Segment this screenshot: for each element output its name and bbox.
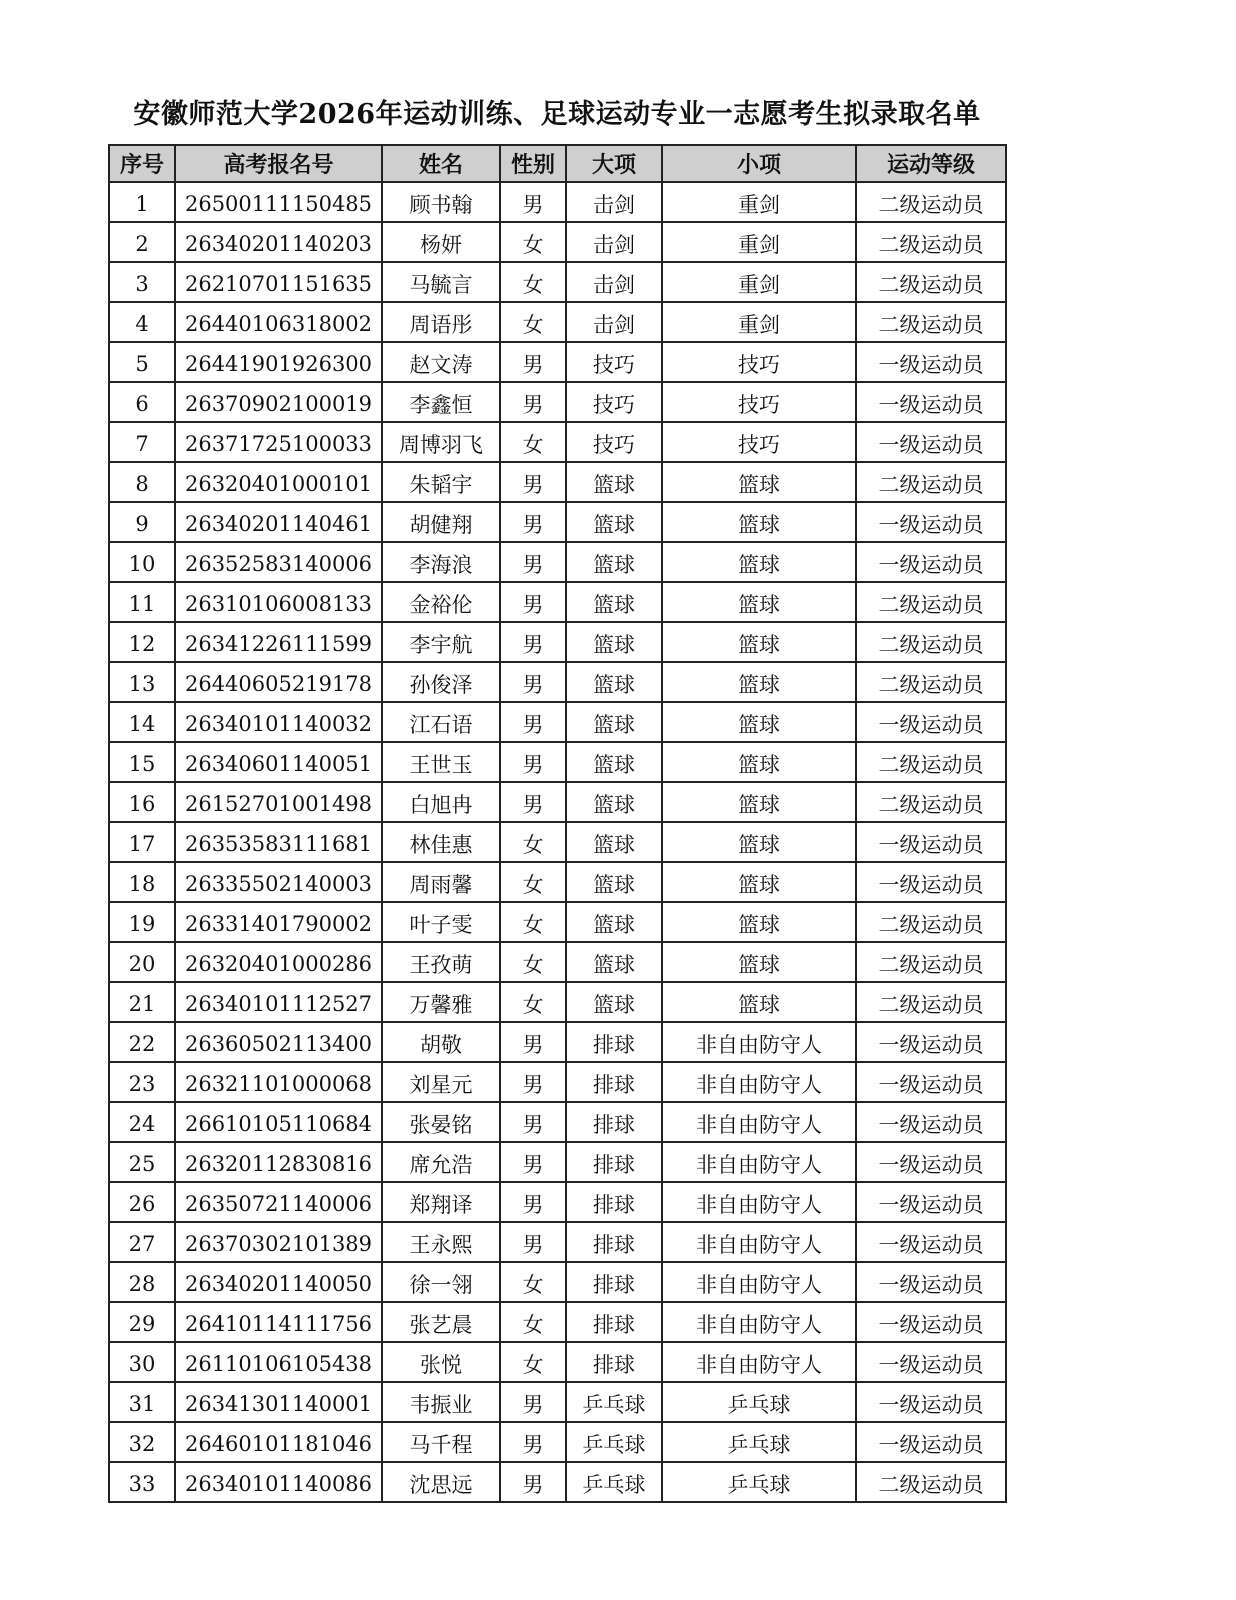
cell-gender: 女 [500, 1262, 566, 1302]
cell-major-event: 篮球 [566, 942, 662, 982]
column-header-minor-event: 小项 [662, 145, 856, 182]
cell-minor-event: 篮球 [662, 502, 856, 542]
cell-index: 21 [109, 982, 175, 1022]
document-title: 安徽师范大学2026年运动训练、足球运动专业一志愿考生拟录取名单 [133, 99, 981, 130]
cell-minor-event: 非自由防守人 [662, 1142, 856, 1182]
cell-exam-id: 26440106318002 [175, 302, 382, 342]
cell-exam-id: 26410114111756 [175, 1302, 382, 1342]
cell-exam-id: 26610105110684 [175, 1102, 382, 1142]
cell-major-event: 排球 [566, 1262, 662, 1302]
cell-athlete-level: 二级运动员 [856, 782, 1006, 822]
table-row [109, 1422, 1006, 1462]
table-row [109, 342, 1006, 382]
cell-exam-id: 26341226111599 [175, 622, 382, 662]
table-row [109, 542, 1006, 582]
cell-minor-event: 乒乓球 [662, 1462, 856, 1502]
column-header-gender: 性别 [500, 145, 566, 182]
table-row [109, 1142, 1006, 1182]
cell-major-event: 篮球 [566, 742, 662, 782]
cell-exam-id: 26110106105438 [175, 1342, 382, 1382]
table-row [109, 1022, 1006, 1062]
cell-exam-id: 26320401000101 [175, 462, 382, 502]
cell-gender: 女 [500, 942, 566, 982]
cell-name: 金裕伦 [382, 582, 500, 622]
cell-major-event: 排球 [566, 1222, 662, 1262]
cell-gender: 男 [500, 1222, 566, 1262]
cell-name: 张悦 [382, 1342, 500, 1382]
cell-athlete-level: 二级运动员 [856, 742, 1006, 782]
cell-name: 王孜萌 [382, 942, 500, 982]
cell-index: 26 [109, 1182, 175, 1222]
table-row [109, 462, 1006, 502]
table-row [109, 782, 1006, 822]
cell-gender: 女 [500, 982, 566, 1022]
cell-athlete-level: 一级运动员 [856, 342, 1006, 382]
cell-major-event: 排球 [566, 1102, 662, 1142]
cell-major-event: 击剑 [566, 262, 662, 302]
cell-name: 白旭冉 [382, 782, 500, 822]
cell-exam-id: 26353583111681 [175, 822, 382, 862]
cell-athlete-level: 一级运动员 [856, 1342, 1006, 1382]
table-row [109, 1382, 1006, 1422]
cell-major-event: 篮球 [566, 982, 662, 1022]
cell-index: 1 [109, 182, 175, 222]
cell-athlete-level: 二级运动员 [856, 622, 1006, 662]
cell-minor-event: 乒乓球 [662, 1382, 856, 1422]
cell-index: 7 [109, 422, 175, 462]
cell-gender: 男 [500, 742, 566, 782]
cell-athlete-level: 一级运动员 [856, 1062, 1006, 1102]
cell-index: 18 [109, 862, 175, 902]
cell-name: 周博羽飞 [382, 422, 500, 462]
cell-major-event: 击剑 [566, 222, 662, 262]
cell-index: 32 [109, 1422, 175, 1462]
table-row [109, 982, 1006, 1022]
cell-name: 顾书翰 [382, 182, 500, 222]
cell-athlete-level: 一级运动员 [856, 1182, 1006, 1222]
cell-name: 胡敬 [382, 1022, 500, 1062]
cell-exam-id: 26460101181046 [175, 1422, 382, 1462]
cell-athlete-level: 二级运动员 [856, 222, 1006, 262]
cell-index: 6 [109, 382, 175, 422]
cell-minor-event: 篮球 [662, 462, 856, 502]
cell-name: 李宇航 [382, 622, 500, 662]
cell-minor-event: 重剑 [662, 222, 856, 262]
cell-index: 19 [109, 902, 175, 942]
table-row [109, 422, 1006, 462]
cell-index: 14 [109, 702, 175, 742]
cell-major-event: 篮球 [566, 862, 662, 902]
cell-major-event: 篮球 [566, 462, 662, 502]
cell-index: 23 [109, 1062, 175, 1102]
cell-minor-event: 篮球 [662, 982, 856, 1022]
cell-major-event: 排球 [566, 1182, 662, 1222]
cell-minor-event: 篮球 [662, 702, 856, 742]
cell-name: 韦振业 [382, 1382, 500, 1422]
cell-major-event: 排球 [566, 1342, 662, 1382]
cell-name: 刘星元 [382, 1062, 500, 1102]
cell-exam-id: 26500111150485 [175, 182, 382, 222]
cell-athlete-level: 一级运动员 [856, 1262, 1006, 1302]
cell-major-event: 篮球 [566, 542, 662, 582]
table-row [109, 622, 1006, 662]
cell-athlete-level: 一级运动员 [856, 1022, 1006, 1062]
cell-gender: 女 [500, 262, 566, 302]
cell-gender: 男 [500, 1022, 566, 1062]
table-row [109, 262, 1006, 302]
column-header-major-event: 大项 [566, 145, 662, 182]
cell-athlete-level: 二级运动员 [856, 902, 1006, 942]
cell-name: 林佳惠 [382, 822, 500, 862]
table-row [109, 1182, 1006, 1222]
cell-gender: 女 [500, 302, 566, 342]
cell-athlete-level: 一级运动员 [856, 502, 1006, 542]
table-row [109, 1262, 1006, 1302]
cell-minor-event: 篮球 [662, 622, 856, 662]
cell-name: 徐一翎 [382, 1262, 500, 1302]
cell-exam-id: 26320112830816 [175, 1142, 382, 1182]
cell-index: 13 [109, 662, 175, 702]
cell-major-event: 乒乓球 [566, 1462, 662, 1502]
cell-major-event: 篮球 [566, 822, 662, 862]
cell-major-event: 篮球 [566, 902, 662, 942]
cell-minor-event: 重剑 [662, 182, 856, 222]
table-row [109, 942, 1006, 982]
cell-index: 8 [109, 462, 175, 502]
cell-athlete-level: 二级运动员 [856, 462, 1006, 502]
cell-major-event: 排球 [566, 1302, 662, 1342]
cell-minor-event: 篮球 [662, 662, 856, 702]
cell-major-event: 技巧 [566, 342, 662, 382]
cell-exam-id: 26440605219178 [175, 662, 382, 702]
cell-exam-id: 26340201140203 [175, 222, 382, 262]
cell-gender: 女 [500, 902, 566, 942]
cell-gender: 男 [500, 342, 566, 382]
cell-minor-event: 非自由防守人 [662, 1182, 856, 1222]
table-row [109, 1462, 1006, 1502]
cell-exam-id: 26370902100019 [175, 382, 382, 422]
cell-exam-id: 26340101112527 [175, 982, 382, 1022]
cell-major-event: 排球 [566, 1022, 662, 1062]
cell-exam-id: 26335502140003 [175, 862, 382, 902]
cell-athlete-level: 一级运动员 [856, 422, 1006, 462]
cell-minor-event: 篮球 [662, 902, 856, 942]
cell-minor-event: 篮球 [662, 822, 856, 862]
cell-exam-id: 26350721140006 [175, 1182, 382, 1222]
table-row [109, 1302, 1006, 1342]
cell-index: 25 [109, 1142, 175, 1182]
cell-minor-event: 技巧 [662, 382, 856, 422]
cell-athlete-level: 一级运动员 [856, 862, 1006, 902]
table-row [109, 302, 1006, 342]
cell-minor-event: 篮球 [662, 582, 856, 622]
cell-index: 29 [109, 1302, 175, 1342]
cell-index: 15 [109, 742, 175, 782]
cell-name: 周雨馨 [382, 862, 500, 902]
cell-minor-event: 篮球 [662, 942, 856, 982]
cell-name: 周语彤 [382, 302, 500, 342]
cell-athlete-level: 二级运动员 [856, 942, 1006, 982]
cell-major-event: 排球 [566, 1062, 662, 1102]
cell-exam-id: 26352583140006 [175, 542, 382, 582]
cell-name: 江石语 [382, 702, 500, 742]
cell-athlete-level: 一级运动员 [856, 542, 1006, 582]
cell-index: 22 [109, 1022, 175, 1062]
cell-exam-id: 26320401000286 [175, 942, 382, 982]
column-header-athlete-level: 运动等级 [856, 145, 1006, 182]
cell-major-event: 篮球 [566, 622, 662, 662]
cell-gender: 女 [500, 862, 566, 902]
cell-exam-id: 26210701151635 [175, 262, 382, 302]
cell-name: 孙俊泽 [382, 662, 500, 702]
cell-gender: 男 [500, 542, 566, 582]
table-row [109, 662, 1006, 702]
cell-athlete-level: 二级运动员 [856, 1462, 1006, 1502]
cell-minor-event: 非自由防守人 [662, 1062, 856, 1102]
cell-major-event: 篮球 [566, 662, 662, 702]
cell-name: 马毓言 [382, 262, 500, 302]
cell-gender: 女 [500, 1342, 566, 1382]
table-row [109, 1062, 1006, 1102]
cell-athlete-level: 二级运动员 [856, 982, 1006, 1022]
cell-minor-event: 非自由防守人 [662, 1102, 856, 1142]
cell-name: 张晏铭 [382, 1102, 500, 1142]
cell-name: 马千程 [382, 1422, 500, 1462]
cell-name: 李海浪 [382, 542, 500, 582]
cell-name: 万馨雅 [382, 982, 500, 1022]
cell-gender: 男 [500, 1142, 566, 1182]
cell-name: 王世玉 [382, 742, 500, 782]
cell-index: 24 [109, 1102, 175, 1142]
cell-gender: 男 [500, 462, 566, 502]
table-row [109, 1102, 1006, 1142]
cell-index: 31 [109, 1382, 175, 1422]
cell-major-event: 篮球 [566, 502, 662, 542]
cell-athlete-level: 一级运动员 [856, 822, 1006, 862]
cell-athlete-level: 一级运动员 [856, 1222, 1006, 1262]
cell-minor-event: 非自由防守人 [662, 1302, 856, 1342]
cell-index: 20 [109, 942, 175, 982]
cell-exam-id: 26152701001498 [175, 782, 382, 822]
cell-minor-event: 重剑 [662, 302, 856, 342]
table-row [109, 1222, 1006, 1262]
cell-gender: 男 [500, 382, 566, 422]
table-row [109, 702, 1006, 742]
cell-major-event: 击剑 [566, 302, 662, 342]
cell-athlete-level: 二级运动员 [856, 662, 1006, 702]
cell-exam-id: 26340101140032 [175, 702, 382, 742]
cell-index: 5 [109, 342, 175, 382]
cell-athlete-level: 一级运动员 [856, 1102, 1006, 1142]
cell-exam-id: 26331401790002 [175, 902, 382, 942]
cell-minor-event: 非自由防守人 [662, 1022, 856, 1062]
column-header-exam-id: 高考报名号 [175, 145, 382, 182]
cell-minor-event: 技巧 [662, 422, 856, 462]
cell-gender: 女 [500, 1302, 566, 1342]
cell-index: 9 [109, 502, 175, 542]
table-row [109, 582, 1006, 622]
cell-exam-id: 26340101140086 [175, 1462, 382, 1502]
cell-name: 赵文涛 [382, 342, 500, 382]
table-row [109, 1342, 1006, 1382]
cell-minor-event: 篮球 [662, 782, 856, 822]
cell-index: 10 [109, 542, 175, 582]
cell-index: 30 [109, 1342, 175, 1382]
cell-gender: 男 [500, 1102, 566, 1142]
admission-list-table [108, 144, 1007, 1503]
cell-name: 沈思远 [382, 1462, 500, 1502]
cell-index: 4 [109, 302, 175, 342]
cell-minor-event: 技巧 [662, 342, 856, 382]
table-row [109, 222, 1006, 262]
cell-index: 17 [109, 822, 175, 862]
cell-exam-id: 26371725100033 [175, 422, 382, 462]
table-row [109, 502, 1006, 542]
cell-minor-event: 重剑 [662, 262, 856, 302]
cell-gender: 女 [500, 422, 566, 462]
cell-gender: 男 [500, 1422, 566, 1462]
cell-gender: 男 [500, 1382, 566, 1422]
cell-exam-id: 26360502113400 [175, 1022, 382, 1062]
table-row [109, 742, 1006, 782]
table-row [109, 862, 1006, 902]
cell-athlete-level: 二级运动员 [856, 182, 1006, 222]
cell-exam-id: 26441901926300 [175, 342, 382, 382]
cell-name: 杨妍 [382, 222, 500, 262]
cell-gender: 男 [500, 1182, 566, 1222]
cell-major-event: 篮球 [566, 582, 662, 622]
cell-name: 郑翔译 [382, 1182, 500, 1222]
cell-exam-id: 26321101000068 [175, 1062, 382, 1102]
cell-minor-event: 篮球 [662, 542, 856, 582]
cell-exam-id: 26340201140461 [175, 502, 382, 542]
cell-index: 11 [109, 582, 175, 622]
cell-name: 朱韬宇 [382, 462, 500, 502]
cell-minor-event: 非自由防守人 [662, 1342, 856, 1382]
cell-major-event: 技巧 [566, 382, 662, 422]
cell-athlete-level: 一级运动员 [856, 1382, 1006, 1422]
table-row [109, 822, 1006, 862]
cell-name: 叶子雯 [382, 902, 500, 942]
column-header-name: 姓名 [382, 145, 500, 182]
cell-index: 27 [109, 1222, 175, 1262]
cell-exam-id: 26340601140051 [175, 742, 382, 782]
cell-major-event: 乒乓球 [566, 1422, 662, 1462]
cell-athlete-level: 一级运动员 [856, 702, 1006, 742]
cell-exam-id: 26340201140050 [175, 1262, 382, 1302]
cell-gender: 男 [500, 1462, 566, 1502]
cell-major-event: 击剑 [566, 182, 662, 222]
table-row [109, 902, 1006, 942]
cell-major-event: 乒乓球 [566, 1382, 662, 1422]
cell-athlete-level: 一级运动员 [856, 1422, 1006, 1462]
cell-athlete-level: 一级运动员 [856, 1302, 1006, 1342]
cell-index: 2 [109, 222, 175, 262]
table-body [109, 182, 1006, 1502]
cell-gender: 男 [500, 182, 566, 222]
cell-exam-id: 26370302101389 [175, 1222, 382, 1262]
cell-athlete-level: 二级运动员 [856, 262, 1006, 302]
table-row [109, 382, 1006, 422]
header-row [109, 145, 1006, 182]
cell-athlete-level: 一级运动员 [856, 1142, 1006, 1182]
cell-index: 16 [109, 782, 175, 822]
cell-index: 28 [109, 1262, 175, 1302]
cell-minor-event: 乒乓球 [662, 1422, 856, 1462]
cell-gender: 男 [500, 582, 566, 622]
cell-index: 12 [109, 622, 175, 662]
cell-gender: 男 [500, 502, 566, 542]
cell-exam-id: 26310106008133 [175, 582, 382, 622]
cell-athlete-level: 二级运动员 [856, 302, 1006, 342]
cell-index: 33 [109, 1462, 175, 1502]
cell-gender: 男 [500, 622, 566, 662]
cell-gender: 男 [500, 782, 566, 822]
table-row [109, 182, 1006, 222]
cell-exam-id: 26341301140001 [175, 1382, 382, 1422]
cell-gender: 男 [500, 1062, 566, 1102]
cell-gender: 女 [500, 222, 566, 262]
cell-minor-event: 篮球 [662, 742, 856, 782]
cell-index: 3 [109, 262, 175, 302]
cell-gender: 男 [500, 662, 566, 702]
cell-name: 张艺晨 [382, 1302, 500, 1342]
cell-athlete-level: 一级运动员 [856, 382, 1006, 422]
column-header-index: 序号 [109, 145, 175, 182]
cell-minor-event: 非自由防守人 [662, 1262, 856, 1302]
cell-major-event: 篮球 [566, 702, 662, 742]
cell-minor-event: 非自由防守人 [662, 1222, 856, 1262]
cell-major-event: 篮球 [566, 782, 662, 822]
cell-gender: 男 [500, 702, 566, 742]
cell-gender: 女 [500, 822, 566, 862]
cell-minor-event: 篮球 [662, 862, 856, 902]
cell-name: 席允浩 [382, 1142, 500, 1182]
cell-name: 胡健翔 [382, 502, 500, 542]
cell-athlete-level: 二级运动员 [856, 582, 1006, 622]
cell-major-event: 技巧 [566, 422, 662, 462]
cell-name: 李鑫恒 [382, 382, 500, 422]
cell-major-event: 排球 [566, 1142, 662, 1182]
cell-name: 王永熙 [382, 1222, 500, 1262]
